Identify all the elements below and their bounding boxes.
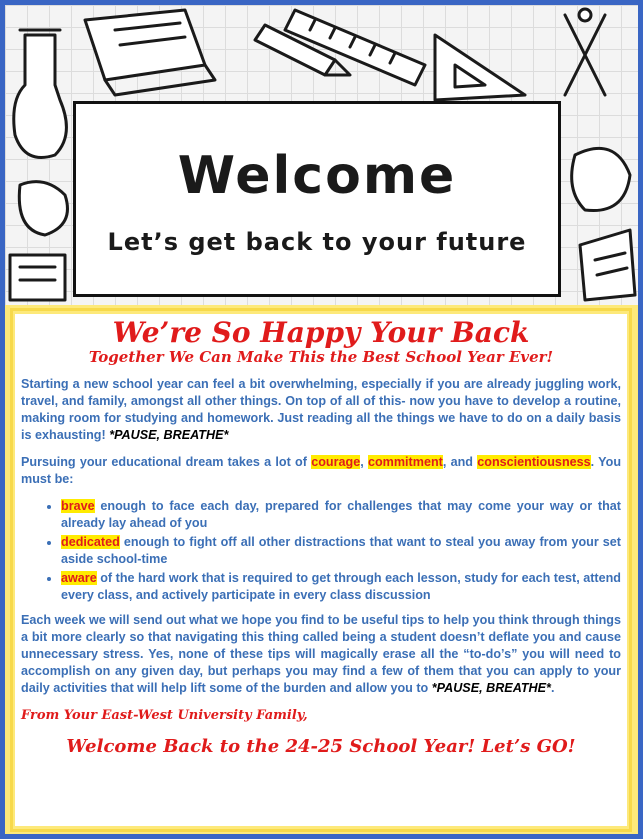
tips-end: . (550, 681, 555, 695)
bullet-text: of the hard work that is required to get through each lesson, study for each test, attend every class, and actively participate in every class discussion (61, 571, 621, 602)
sub-heading: Together We Can Make This the Best School Year Ever! (88, 348, 554, 366)
bullet-text: enough to fight off all other distractions that want to steal you away from your set aside school-time (61, 535, 621, 566)
highlight-conscientiousness: conscientiousness (477, 455, 591, 469)
bullet-keyword: brave (61, 499, 95, 513)
signature: From Your East-West University Family, (21, 708, 308, 723)
intro-text: Starting a new school year can feel a bit overwhelming, especially if you are already juggling work, travel, and family, amongst all other things. On top of all of this- now you have to develop a routine, making room for studying and homework. Just reading all the things we have to do on a daily basis is exhausting! (21, 377, 621, 442)
pause-breathe-emphasis: *PAUSE, BREATHE* (109, 428, 229, 442)
qualities-paragraph (21, 454, 621, 488)
list-item (61, 534, 621, 568)
qualities-separator: , (360, 455, 364, 469)
closing-line: Welcome Back to the 24-25 School Year! Let’s GO! (66, 736, 576, 757)
bullet-keyword: dedicated (61, 535, 120, 549)
qualities-list (21, 498, 621, 604)
qualities-separator: , and (442, 455, 473, 469)
highlight-courage: courage (311, 455, 361, 469)
pause-breathe-emphasis: *PAUSE, BREATHE* (431, 681, 551, 695)
hero-banner (5, 5, 638, 305)
qualities-lead: Pursuing your educational dream takes a lot of (21, 455, 307, 469)
list-item (61, 498, 621, 532)
qualities-tail: . You must be: (21, 455, 622, 486)
welcome-title: Welcome (177, 146, 457, 206)
tips-text: Each week we will send out what we hope you find to be useful tips to help you think through things a bit more clearly so that navigating this thing called being a student doesn’t deflate you and cause unnecessary stress. Yes, none of these tips will magically erase all the “to-do’s” you will need to accomplish on any given day, but perhaps you may find a few of them that you can apply to your daily activities that will help lift some of the burden and allow you to (21, 613, 621, 695)
highlight-commitment: commitment (367, 455, 443, 469)
bullet-keyword: aware (61, 571, 97, 585)
intro-paragraph (21, 376, 621, 444)
tips-paragraph (21, 612, 621, 697)
welcome-subtitle: Let’s get back to your future (107, 228, 527, 256)
main-heading: We’re So Happy Your Back (112, 316, 530, 349)
list-item (61, 570, 621, 604)
message-card (15, 314, 627, 826)
bullet-text: enough to face each day, prepared for challenges that may come your way or that already lay ahead of you (61, 499, 621, 530)
welcome-box (73, 101, 561, 297)
